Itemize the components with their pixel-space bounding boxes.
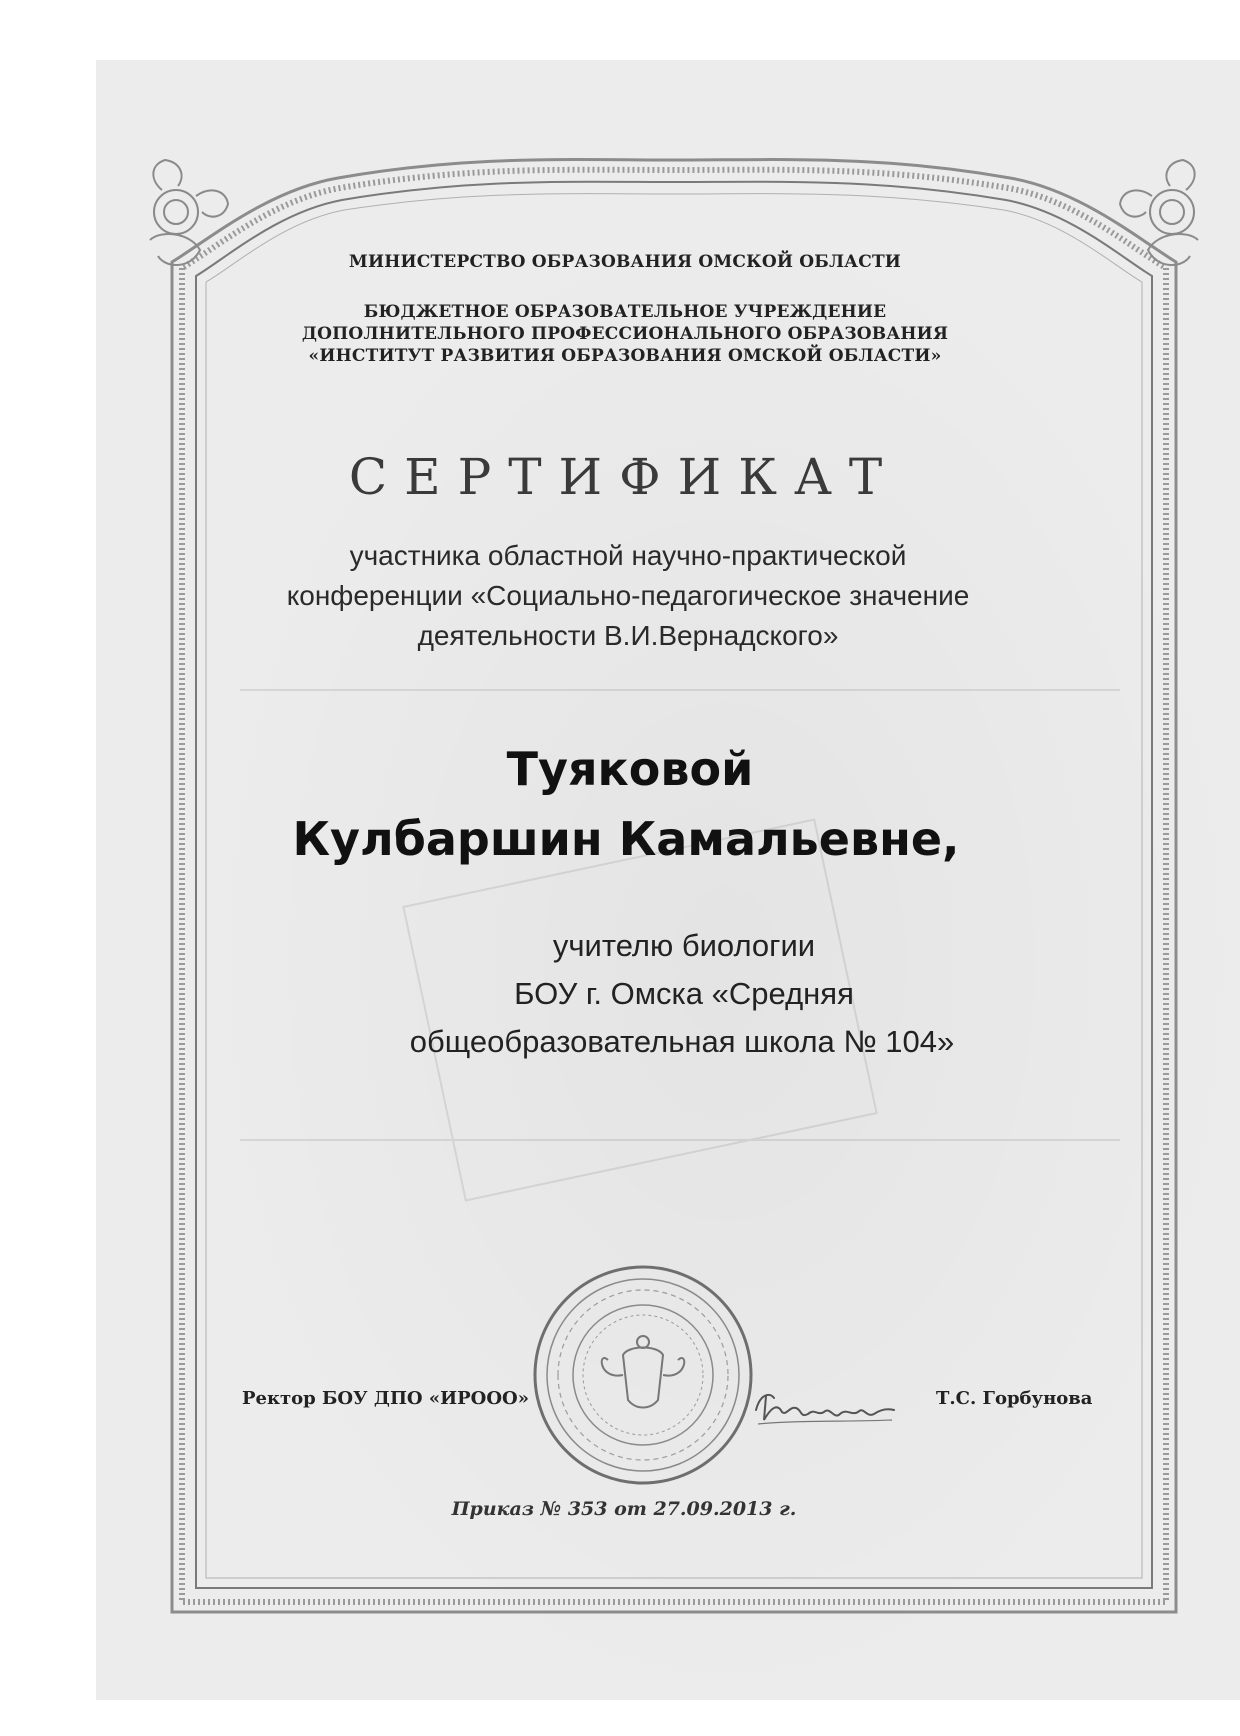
seal-stamp-icon (528, 1260, 758, 1490)
handwritten-signature-icon (748, 1380, 898, 1430)
conference-line: деятельности В.И.Вернадского» (417, 620, 839, 651)
conference-line: участника областной научно-практической (349, 540, 907, 571)
recipient-school: общеобразовательная школа № 104» (409, 1024, 955, 1059)
institution-line: «ИНСТИТУТ РАЗВИТИЯ ОБРАЗОВАНИЯ ОМСКОЙ ОБЛАСТИ» (308, 346, 942, 366)
conference-line: конференции «Социально-педагогическое значение (286, 580, 970, 611)
recipient-school: БОУ г. Омска «Средняя (514, 976, 854, 1011)
signer-name: Т.С. Горбунова (936, 1388, 1093, 1409)
certificate-title: СЕРТИФИКАТ (348, 448, 900, 506)
order-reference: Приказ № 353 от 27.09.2013 г. (451, 1498, 797, 1520)
recipient-position: учителю биологии (552, 928, 816, 963)
institution-line: ДОПОЛНИТЕЛЬНОГО ПРОФЕССИОНАЛЬНОГО ОБРАЗОВАНИЯ (301, 324, 949, 344)
institution-line: БЮДЖЕТНОЕ ОБРАЗОВАТЕЛЬНОЕ УЧРЕЖДЕНИЕ (363, 302, 887, 322)
signer-title: Ректор БОУ ДПО «ИРООО» (242, 1388, 529, 1409)
recipient-given-names: Кулбаршин Камальевне, (292, 812, 960, 866)
recipient-surname: Туяковой (506, 742, 754, 796)
ministry-name: МИНИСТЕРСТВО ОБРАЗОВАНИЯ ОМСКОЙ ОБЛАСТИ (348, 252, 902, 272)
